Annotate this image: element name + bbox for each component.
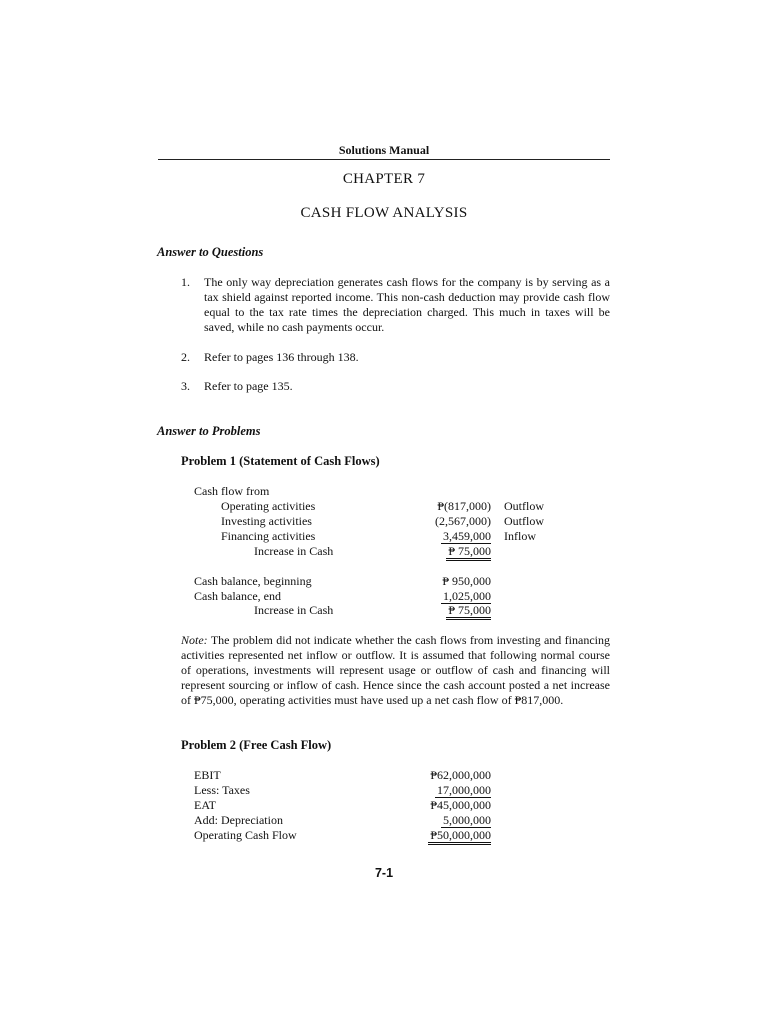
increase-label: Increase in Cash [254, 603, 334, 617]
flow-direction: Outflow [504, 499, 544, 513]
row-label: Add: Depreciation [194, 813, 283, 827]
questions-heading: Answer to Questions [157, 245, 264, 259]
question-answer: Refer to pages 136 through 138. [204, 350, 359, 364]
row-amount: ₱ 950,000 [442, 574, 491, 588]
row-label: Investing activities [221, 514, 312, 528]
row-label: Cash balance, beginning [194, 574, 312, 588]
row-label: Cash balance, end [194, 589, 281, 603]
amount-value: ₱ 75,000 [446, 544, 491, 561]
question-answer: The only way depreciation generates cash flows for the company is by serving as a tax shield against reported income. This non-cash deduction may provide cash flow equal to the tax rate times the depreciation charged. This much in taxes will be saved, while no cash payments occur. [204, 275, 610, 334]
row-label: EAT [194, 798, 216, 812]
question-answer: Refer to page 135. [204, 379, 293, 393]
note-text: The problem did not indicate whether the cash flows from investing and financing activities represented net inflow or outflow. It is assumed that following normal course of operations, investments will represent usage or outflow of cash and financing will represent sourcing or inflow of cash. Hence since the cash account posted a net increase of ₱75,000, operating activities must have used up a net cash flow of ₱817,000. [181, 633, 610, 707]
amount-value: ₱50,000,000 [428, 828, 491, 845]
chapter-title: CASH FLOW ANALYSIS [300, 205, 468, 221]
amount-value: 3,459,000 [443, 529, 491, 543]
row-amount [391, 783, 491, 798]
amount-value: ₱ 75,000 [446, 603, 491, 620]
increase-amount [391, 603, 491, 618]
running-header: Solutions Manual [338, 143, 430, 157]
question-number: 1. [181, 275, 190, 289]
question-number: 2. [181, 350, 190, 364]
row-label: Less: Taxes [194, 783, 250, 797]
problem-2-title: Problem 2 (Free Cash Flow) [181, 738, 332, 752]
row-label: Operating activities [221, 499, 316, 513]
chapter-number: CHAPTER 7 [342, 171, 426, 187]
problems-heading: Answer to Problems [157, 424, 261, 438]
row-label: Financing activities [221, 529, 316, 543]
amount-value: 17,000,000 [437, 783, 491, 797]
row-amount [391, 813, 491, 828]
amount-value: 1,025,000 [443, 589, 491, 603]
row-label: Operating Cash Flow [194, 828, 297, 842]
row-amount [391, 828, 491, 843]
page-number: 7-1 [374, 866, 394, 880]
note-label: Note: [181, 633, 208, 647]
row-amount [391, 589, 491, 604]
row-amount: ₱45,000,000 [430, 798, 491, 812]
note-paragraph [181, 633, 610, 708]
increase-label: Increase in Cash [254, 544, 334, 558]
problem-1-title: Problem 1 (Statement of Cash Flows) [181, 454, 380, 468]
row-label: EBIT [194, 768, 221, 782]
header-rule [158, 159, 610, 160]
row-amount: ₱62,000,000 [430, 768, 491, 782]
increase-amount [391, 544, 491, 559]
flow-direction: Outflow [504, 514, 544, 528]
row-amount: ₱(817,000) [437, 499, 491, 513]
question-number: 3. [181, 379, 190, 393]
row-amount [391, 529, 491, 544]
amount-value: 5,000,000 [443, 813, 491, 827]
cash-flow-from-label: Cash flow from [194, 484, 270, 498]
row-amount: (2,567,000) [435, 514, 491, 528]
flow-direction: Inflow [504, 529, 536, 543]
